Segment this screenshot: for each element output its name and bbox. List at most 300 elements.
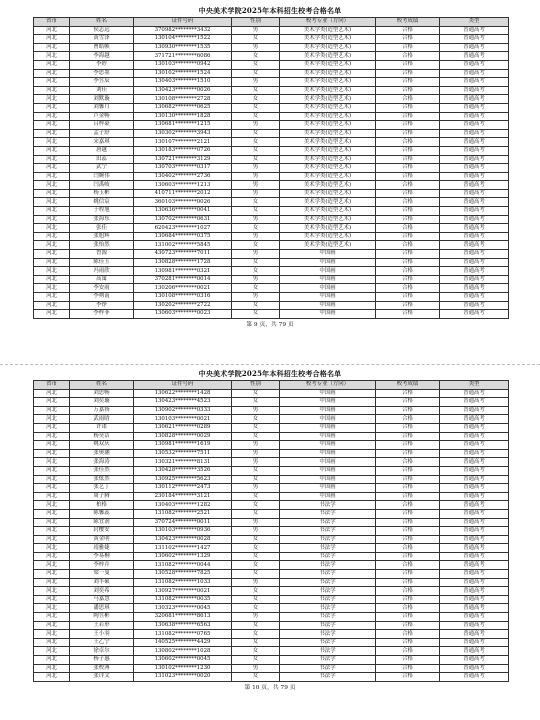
province-cell: 河北 xyxy=(34,458,70,467)
id-number-cell: 130602********1329 xyxy=(134,552,232,561)
id-number-cell: 130981********1619 xyxy=(134,441,232,450)
result-cell: 合格 xyxy=(376,121,440,130)
type-cell: 普通高考 xyxy=(440,398,509,407)
result-cell: 合格 xyxy=(376,604,440,613)
type-cell: 普通高考 xyxy=(440,95,509,104)
table-row xyxy=(34,544,509,553)
gender-cell: 女 xyxy=(232,647,280,656)
table-row xyxy=(34,475,509,484)
province-cell: 河北 xyxy=(34,587,70,596)
type-cell: 普通高考 xyxy=(440,310,509,319)
major-cell: 中国画 xyxy=(280,310,376,319)
major-cell: 书法学 xyxy=(280,638,376,647)
result-cell: 合格 xyxy=(376,492,440,501)
province-cell: 河北 xyxy=(34,275,70,284)
gender-cell: 女 xyxy=(232,432,280,441)
province-cell: 河北 xyxy=(34,26,70,35)
major-cell: 中国画 xyxy=(280,293,376,302)
gender-cell: 女 xyxy=(232,138,280,147)
name-cell: 王乙宁 xyxy=(70,638,134,647)
gender-cell: 女 xyxy=(232,207,280,216)
table-row xyxy=(34,310,509,319)
name-cell: 孟子舒 xyxy=(70,129,134,138)
result-cell: 合格 xyxy=(376,224,440,233)
type-cell: 普通高考 xyxy=(440,26,509,35)
table-row xyxy=(34,43,509,52)
table-row xyxy=(34,250,509,259)
name-cell: 万嘉扬 xyxy=(70,406,134,415)
id-number-cell: 131082********0765 xyxy=(134,630,232,639)
column-header: 证件号码 xyxy=(134,381,232,390)
province-cell: 河北 xyxy=(34,441,70,450)
name-cell: 张佳然 xyxy=(70,466,134,475)
table-row xyxy=(34,509,509,518)
province-cell: 河北 xyxy=(34,78,70,87)
type-cell: 普通高考 xyxy=(440,258,509,267)
id-number-cell: 130103********0942 xyxy=(134,60,232,69)
major-cell: 美术学类(造型艺术) xyxy=(280,138,376,147)
province-cell: 河北 xyxy=(34,35,70,44)
major-cell: 中国画 xyxy=(280,415,376,424)
type-cell: 普通高考 xyxy=(440,241,509,250)
table-row xyxy=(34,275,509,284)
table-row xyxy=(34,86,509,95)
type-cell: 普通高考 xyxy=(440,509,509,518)
table-row xyxy=(34,673,509,682)
province-cell: 河北 xyxy=(34,484,70,493)
id-number-cell: 130622********1428 xyxy=(134,389,232,398)
id-number-cell: 130107********2121 xyxy=(134,138,232,147)
result-cell: 合格 xyxy=(376,406,440,415)
column-header: 校考专业（方向） xyxy=(280,381,376,390)
name-cell: 潘思琪 xyxy=(70,604,134,613)
result-cell: 合格 xyxy=(376,78,440,87)
gender-cell: 男 xyxy=(232,527,280,536)
id-number-cell: 130902********0333 xyxy=(134,406,232,415)
type-cell: 普通高考 xyxy=(440,284,509,293)
table-row xyxy=(34,604,509,613)
table-row xyxy=(34,103,509,112)
gender-cell: 男 xyxy=(232,613,280,622)
name-cell: 张艺丁 xyxy=(70,484,134,493)
result-cell: 合格 xyxy=(376,535,440,544)
result-cell: 合格 xyxy=(376,232,440,241)
result-cell: 合格 xyxy=(376,552,440,561)
id-number-cell: 130423********0028 xyxy=(134,535,232,544)
province-cell: 河北 xyxy=(34,146,70,155)
province-cell: 河北 xyxy=(34,432,70,441)
result-cell: 合格 xyxy=(376,172,440,181)
major-cell: 中国画 xyxy=(280,250,376,259)
major-cell: 中国画 xyxy=(280,406,376,415)
type-cell: 普通高考 xyxy=(440,466,509,475)
gender-cell: 女 xyxy=(232,86,280,95)
major-cell: 美术学类(造型艺术) xyxy=(280,52,376,61)
major-cell: 美术学类(造型艺术) xyxy=(280,155,376,164)
result-cell: 合格 xyxy=(376,673,440,682)
gender-cell: 女 xyxy=(232,69,280,78)
type-cell: 普通高考 xyxy=(440,60,509,69)
result-cell: 合格 xyxy=(376,275,440,284)
province-cell: 河北 xyxy=(34,415,70,424)
province-cell: 河北 xyxy=(34,241,70,250)
table-row xyxy=(34,638,509,647)
name-cell: 王若形 xyxy=(70,621,134,630)
name-cell: 张炫然 xyxy=(70,475,134,484)
major-cell: 美术学类(造型艺术) xyxy=(280,172,376,181)
major-cell: 中国画 xyxy=(280,258,376,267)
name-cell: 宋嘉琪 xyxy=(70,138,134,147)
table-row xyxy=(34,69,509,78)
gender-cell: 男 xyxy=(232,78,280,87)
province-cell: 河北 xyxy=(34,258,70,267)
id-number-cell: 130112********2473 xyxy=(134,484,232,493)
result-cell: 合格 xyxy=(376,267,440,276)
province-cell: 河北 xyxy=(34,561,70,570)
name-cell: 吕梓豪 xyxy=(70,121,134,130)
result-cell: 合格 xyxy=(376,664,440,673)
gender-cell: 男 xyxy=(232,275,280,284)
result-cell: 合格 xyxy=(376,284,440,293)
type-cell: 普通高考 xyxy=(440,484,509,493)
gender-cell: 男 xyxy=(232,578,280,587)
result-cell: 合格 xyxy=(376,621,440,630)
major-cell: 书法学 xyxy=(280,647,376,656)
result-cell: 合格 xyxy=(376,613,440,622)
province-cell: 河北 xyxy=(34,52,70,61)
result-cell: 合格 xyxy=(376,164,440,173)
result-cell: 合格 xyxy=(376,215,440,224)
table-row xyxy=(34,466,509,475)
gender-cell: 男 xyxy=(232,406,280,415)
result-cell: 合格 xyxy=(376,398,440,407)
name-cell: 武宁 xyxy=(70,164,134,173)
id-number-cell: 131002********5845 xyxy=(134,241,232,250)
table-row xyxy=(34,501,509,510)
gender-cell: 女 xyxy=(232,398,280,407)
province-cell: 河北 xyxy=(34,138,70,147)
major-cell: 美术学类(造型艺术) xyxy=(280,121,376,130)
id-number-cell: 130703********0317 xyxy=(134,164,232,173)
province-cell: 河北 xyxy=(34,604,70,613)
table-row xyxy=(34,415,509,424)
result-cell: 合格 xyxy=(376,189,440,198)
table-row xyxy=(34,441,509,450)
major-cell: 书法学 xyxy=(280,544,376,553)
type-cell: 普通高考 xyxy=(440,673,509,682)
major-cell: 中国画 xyxy=(280,398,376,407)
province-cell: 河北 xyxy=(34,43,70,52)
id-number-cell: 130828********0029 xyxy=(134,432,232,441)
id-number-cell: 130702********0631 xyxy=(134,215,232,224)
column-header: 姓名 xyxy=(70,381,134,390)
table-row xyxy=(34,164,509,173)
id-number-cell: 130603********1213 xyxy=(134,181,232,190)
result-cell: 合格 xyxy=(376,86,440,95)
name-cell: 张校溥 xyxy=(70,664,134,673)
type-cell: 普通高考 xyxy=(440,69,509,78)
gender-cell: 女 xyxy=(232,241,280,250)
name-cell: 张佳 xyxy=(70,224,134,233)
type-cell: 普通高考 xyxy=(440,552,509,561)
major-cell: 美术学类(造型艺术) xyxy=(280,181,376,190)
name-cell: 刘丰硕 xyxy=(70,578,134,587)
gender-cell: 女 xyxy=(232,535,280,544)
table-row xyxy=(34,121,509,130)
gender-cell: 男 xyxy=(232,250,280,259)
table-row xyxy=(34,630,509,639)
result-cell: 合格 xyxy=(376,43,440,52)
gender-cell: 男 xyxy=(232,43,280,52)
type-cell: 普通高考 xyxy=(440,475,509,484)
type-cell: 普通高考 xyxy=(440,613,509,622)
type-cell: 普通高考 xyxy=(440,544,509,553)
table-row xyxy=(34,267,509,276)
id-number-cell: 130302********3943 xyxy=(134,129,232,138)
result-cell: 合格 xyxy=(376,146,440,155)
province-cell: 河北 xyxy=(34,129,70,138)
province-cell: 河北 xyxy=(34,284,70,293)
province-cell: 河北 xyxy=(34,293,70,302)
id-number-cell: 131082********0044 xyxy=(134,561,232,570)
id-number-cell: 131082********0035 xyxy=(134,595,232,604)
id-number-cell: 130183********0726 xyxy=(134,146,232,155)
major-cell: 书法学 xyxy=(280,604,376,613)
name-cell: 姚信宸 xyxy=(70,198,134,207)
id-number-cell: 620423********1027 xyxy=(134,224,232,233)
id-number-cell: 130532********7511 xyxy=(134,449,232,458)
province-cell: 河北 xyxy=(34,164,70,173)
gender-cell: 女 xyxy=(232,656,280,665)
province-cell: 河北 xyxy=(34,544,70,553)
name-cell: 杨昊洁 xyxy=(70,432,134,441)
id-number-cell: 430723********7011 xyxy=(134,250,232,259)
type-cell: 普通高考 xyxy=(440,630,509,639)
name-cell: 曾源 xyxy=(70,250,134,259)
table-row xyxy=(34,535,509,544)
province-cell: 河北 xyxy=(34,95,70,104)
id-number-cell: 130682********0625 xyxy=(134,103,232,112)
id-number-cell: 320681********8613 xyxy=(134,613,232,622)
id-number-cell: 130108********2728 xyxy=(134,95,232,104)
result-cell: 合格 xyxy=(376,138,440,147)
name-cell: 武雨晗 xyxy=(70,415,134,424)
page-footer: 第 9 页，共 79 页 xyxy=(246,321,294,328)
id-number-cell: 130925********5623 xyxy=(134,475,232,484)
province-cell: 河北 xyxy=(34,578,70,587)
gender-cell: 男 xyxy=(232,164,280,173)
gender-cell: 女 xyxy=(232,103,280,112)
table-row xyxy=(34,664,509,673)
major-cell: 书法学 xyxy=(280,621,376,630)
table-header-row xyxy=(34,381,509,390)
result-cell: 合格 xyxy=(376,301,440,310)
major-cell: 书法学 xyxy=(280,587,376,596)
column-header: 证件号码 xyxy=(134,18,232,27)
major-cell: 美术学类(造型艺术) xyxy=(280,35,376,44)
type-cell: 普通高考 xyxy=(440,293,509,302)
type-cell: 普通高考 xyxy=(440,43,509,52)
major-cell: 书法学 xyxy=(280,501,376,510)
table-row xyxy=(34,301,509,310)
type-cell: 普通高考 xyxy=(440,52,509,61)
gender-cell: 女 xyxy=(232,198,280,207)
id-number-cell: 130636********0041 xyxy=(134,207,232,216)
name-cell: 高寓 xyxy=(70,275,134,284)
result-cell: 合格 xyxy=(376,449,440,458)
gender-cell: 男 xyxy=(232,181,280,190)
table-row xyxy=(34,518,509,527)
table-row xyxy=(34,423,509,432)
type-cell: 普通高考 xyxy=(440,415,509,424)
gender-cell: 女 xyxy=(232,267,280,276)
result-cell: 合格 xyxy=(376,441,440,450)
province-cell: 河北 xyxy=(34,103,70,112)
type-cell: 普通高考 xyxy=(440,301,509,310)
page-title: 中央美术学院2025年本科招生校考合格名单 xyxy=(198,369,342,378)
province-cell: 河北 xyxy=(34,86,70,95)
major-cell: 书法学 xyxy=(280,578,376,587)
major-cell: 中国画 xyxy=(280,275,376,284)
type-cell: 普通高考 xyxy=(440,604,509,613)
type-cell: 普通高考 xyxy=(440,518,509,527)
gender-cell: 女 xyxy=(232,284,280,293)
table-body xyxy=(34,389,509,681)
province-cell: 河北 xyxy=(34,250,70,259)
major-cell: 美术学类(造型艺术) xyxy=(280,69,376,78)
id-number-cell: 130130********1828 xyxy=(134,112,232,121)
table-row xyxy=(34,112,509,121)
id-number-cell: 130103********0936 xyxy=(134,527,232,536)
name-cell: 黄金明 xyxy=(70,535,134,544)
name-cell: 于程旭 xyxy=(70,207,134,216)
type-cell: 普通高考 xyxy=(440,501,509,510)
gender-cell: 女 xyxy=(232,155,280,164)
province-cell: 河北 xyxy=(34,527,70,536)
major-cell: 美术学类(造型艺术) xyxy=(280,86,376,95)
major-cell: 美术学类(造型艺术) xyxy=(280,43,376,52)
province-cell: 河北 xyxy=(34,181,70,190)
name-cell: 杨玉彬 xyxy=(70,189,134,198)
type-cell: 普通高考 xyxy=(440,527,509,536)
result-cell: 合格 xyxy=(376,544,440,553)
type-cell: 普通高考 xyxy=(440,250,509,259)
type-cell: 普通高考 xyxy=(440,198,509,207)
name-cell: 陈馨蕊 xyxy=(70,509,134,518)
id-number-cell: 370724********0011 xyxy=(134,518,232,527)
gender-cell: 男 xyxy=(232,449,280,458)
result-cell: 合格 xyxy=(376,561,440,570)
gender-cell: 男 xyxy=(232,26,280,35)
major-cell: 美术学类(造型艺术) xyxy=(280,207,376,216)
province-cell: 河北 xyxy=(34,673,70,682)
table-row xyxy=(34,406,509,415)
province-cell: 河北 xyxy=(34,207,70,216)
gender-cell: 男 xyxy=(232,215,280,224)
result-cell: 合格 xyxy=(376,69,440,78)
major-cell: 中国画 xyxy=(280,267,376,276)
major-cell: 中国画 xyxy=(280,458,376,467)
type-cell: 普通高考 xyxy=(440,535,509,544)
table-row xyxy=(34,60,509,69)
gender-cell: 男 xyxy=(232,121,280,130)
name-cell: 陶昱彬 xyxy=(70,613,134,622)
id-number-cell: 130108********0316 xyxy=(134,293,232,302)
type-cell: 普通高考 xyxy=(440,561,509,570)
column-header: 校考成绩 xyxy=(376,18,440,27)
major-cell: 书法学 xyxy=(280,509,376,518)
province-cell: 河北 xyxy=(34,406,70,415)
major-cell: 美术学类(造型艺术) xyxy=(280,198,376,207)
name-cell: 柏格 xyxy=(70,501,134,510)
table-row xyxy=(34,293,509,302)
id-number-cell: 130602********0045 xyxy=(134,656,232,665)
province-cell: 河北 xyxy=(34,509,70,518)
column-header: 校考专业（方向） xyxy=(280,18,376,27)
id-number-cell: 140525********4429 xyxy=(134,638,232,647)
name-cell: 张奥涵 xyxy=(70,449,134,458)
major-cell: 美术学类(造型艺术) xyxy=(280,103,376,112)
gender-cell: 女 xyxy=(232,112,280,121)
table-row xyxy=(34,224,509,233)
province-cell: 河北 xyxy=(34,613,70,622)
type-cell: 普通高考 xyxy=(440,423,509,432)
province-cell: 河北 xyxy=(34,423,70,432)
province-cell: 河北 xyxy=(34,466,70,475)
name-cell: 李梓卉 xyxy=(70,561,134,570)
province-cell: 河北 xyxy=(34,630,70,639)
gender-cell: 女 xyxy=(232,552,280,561)
name-cell: 李梓菲 xyxy=(70,310,134,319)
type-cell: 普通高考 xyxy=(440,492,509,501)
name-cell: 冯雨欣 xyxy=(70,267,134,276)
province-cell: 河北 xyxy=(34,60,70,69)
type-cell: 普通高考 xyxy=(440,138,509,147)
type-cell: 普通高考 xyxy=(440,449,509,458)
type-cell: 普通高考 xyxy=(440,656,509,665)
result-cell: 合格 xyxy=(376,103,440,112)
name-cell: 梁一曼 xyxy=(70,570,134,579)
result-cell: 合格 xyxy=(376,484,440,493)
major-cell: 中国画 xyxy=(280,301,376,310)
gender-cell: 男 xyxy=(232,293,280,302)
province-cell: 河北 xyxy=(34,389,70,398)
major-cell: 美术学类(造型艺术) xyxy=(280,232,376,241)
major-cell: 中国画 xyxy=(280,484,376,493)
gender-cell: 女 xyxy=(232,587,280,596)
gender-cell: 男 xyxy=(232,232,280,241)
major-cell: 美术学类(造型艺术) xyxy=(280,164,376,173)
major-cell: 书法学 xyxy=(280,664,376,673)
name-cell: 陈宜润 xyxy=(70,518,134,527)
result-cell: 合格 xyxy=(376,60,440,69)
name-cell: 许诺 xyxy=(70,423,134,432)
province-cell: 河北 xyxy=(34,518,70,527)
gender-cell: 女 xyxy=(232,35,280,44)
major-cell: 中国画 xyxy=(280,449,376,458)
table-row xyxy=(34,241,509,250)
name-cell: 刘思畅 xyxy=(70,389,134,398)
gender-cell: 男 xyxy=(232,458,280,467)
result-cell: 合格 xyxy=(376,52,440,61)
gender-cell: 女 xyxy=(232,423,280,432)
table-row xyxy=(34,389,509,398)
province-cell: 河北 xyxy=(34,310,70,319)
id-number-cell: 130403********1282 xyxy=(134,501,232,510)
province-cell: 河北 xyxy=(34,621,70,630)
table-row xyxy=(34,232,509,241)
table-row xyxy=(34,458,509,467)
